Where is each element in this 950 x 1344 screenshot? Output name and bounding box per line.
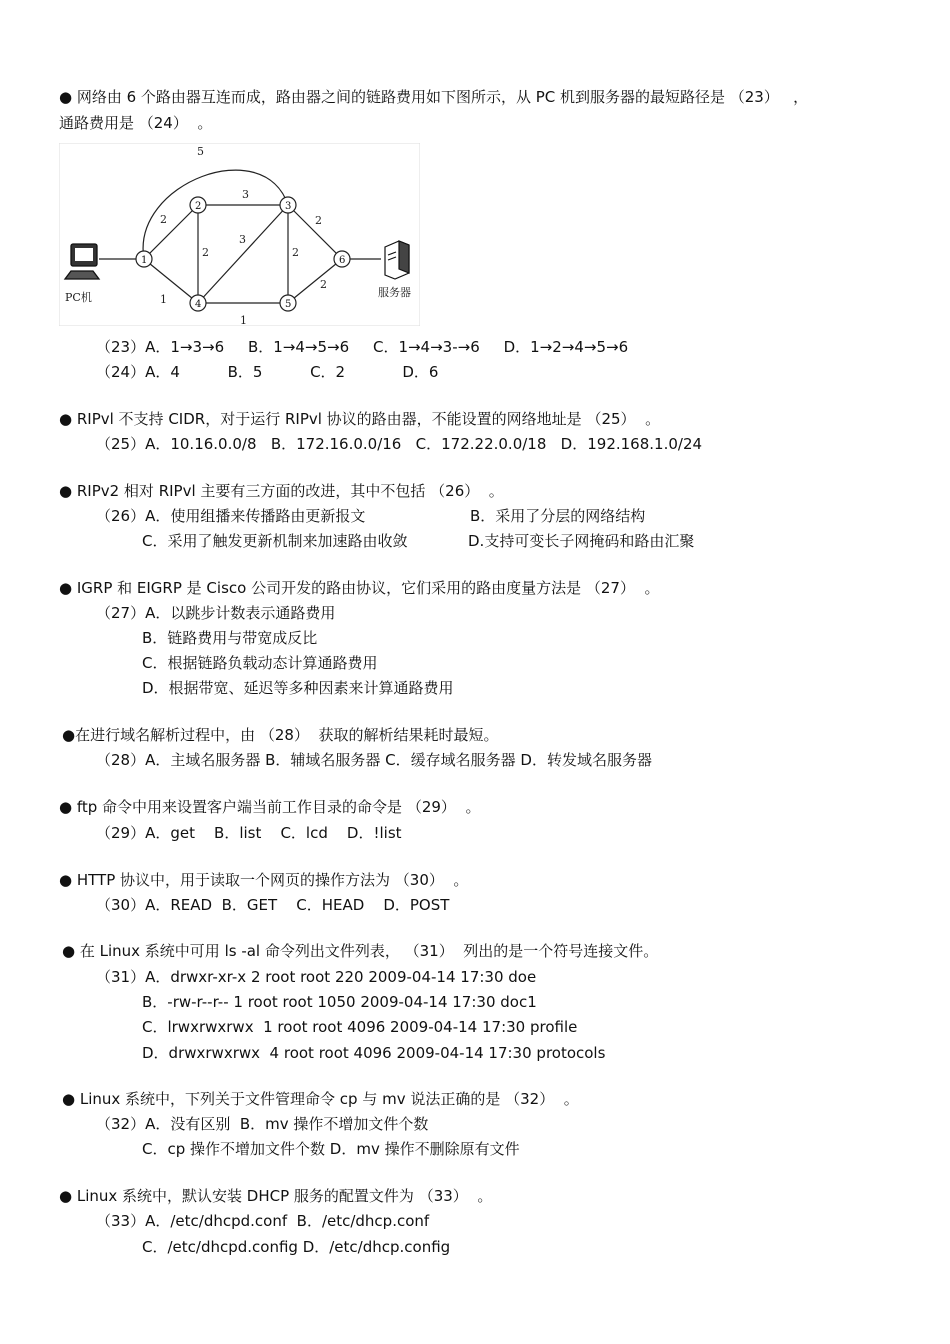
question-24-options: （24）A．4 B．5 C．2 D．6 <box>96 363 439 381</box>
question-26-stem: ● RIPv2 相对 RIPvl 主要有三方面的改进，其中不包括 （26） 。 <box>59 482 504 500</box>
router-label-4: 4 <box>195 299 202 310</box>
server-icon <box>385 241 409 279</box>
question-27-option-a: （27）A．以跳步计数表示通路费用 <box>96 604 336 622</box>
question-23-stem: ● 网络由 6 个路由器互连而成，路由器之间的链路费用如下图所示，从 PC 机到服务器的最短路径是 （23） ， <box>59 88 809 106</box>
question-25-stem: ● RIPvl 不支持 CIDR，对于运行 RIPvl 协议的路由器，不能设置的网络地址是 （25） 。 <box>59 410 661 428</box>
question-32-stem: ● Linux 系统中，下列关于文件管理命令 cp 与 mv 说法正确的是 （32） 。 <box>62 1090 579 1108</box>
question-26-option-a: （26）A．使用组播来传播路由更新报文 <box>96 507 366 525</box>
question-30-options: （30）A．READ B．GET C．HEAD D．POST <box>96 896 450 914</box>
question-33-stem: ● Linux 系统中，默认安装 DHCP 服务的配置文件为 （33） 。 <box>59 1187 493 1205</box>
question-32-options-cd: C．cp 操作不增加文件个数 D．mv 操作不删除原有文件 <box>142 1140 520 1158</box>
network-diagram <box>59 143 420 326</box>
cost-label-1-2: 2 <box>160 213 167 226</box>
question-33-options-ab: （33）A．/etc/dhcpd.conf B．/etc/dhcp.conf <box>96 1212 430 1230</box>
question-32-options-ab: （32）A．没有区别 B．mv 操作不增加文件个数 <box>96 1115 429 1133</box>
question-27-stem: ● IGRP 和 EIGRP 是 Cisco 公司开发的路由协议，它们采用的路由度量方法是 （27） 。 <box>59 579 660 597</box>
router-label-6: 6 <box>339 255 346 266</box>
question-28-options: （28）A．主域名服务器 B．辅域名服务器 C．缓存域名服务器 D．转发域名服务器 <box>96 751 652 769</box>
question-26-option-d: D.支持可变长子网掩码和路由汇聚 <box>468 532 695 550</box>
cost-label-4-3: 3 <box>239 233 246 246</box>
question-30-stem: ● HTTP 协议中，用于读取一个网页的操作方法为 （30） 。 <box>59 871 469 889</box>
question-28-stem: ●在进行域名解析过程中，由 （28） 获取的解析结果耗时最短。 <box>62 726 499 744</box>
question-33-options-cd: C．/etc/dhcpd.config D．/etc/dhcp.config <box>142 1238 451 1256</box>
question-31-stem: ● 在 Linux 系统中可用 ls -al 命令列出文件列表， （31） 列出的是一个符号连接文件。 <box>62 942 659 960</box>
cost-label-5-6: 2 <box>320 278 327 291</box>
cost-label-2-3: 3 <box>242 188 249 201</box>
pc-label: PC机 <box>65 291 92 304</box>
question-29-options: （29）A．get B．list C．lcd D．!list <box>96 824 402 842</box>
router-label-2: 2 <box>195 201 202 212</box>
question-26-option-c: C．采用了触发更新机制来加速路由收敛 <box>142 532 408 550</box>
question-31-option-d: D．drwxrwxrwx 4 root root 4096 2009-04-14 17:30 protocols <box>142 1044 606 1062</box>
question-31-option-b: B．-rw-r--r-- 1 root root 1050 2009-04-14 17:30 doc1 <box>142 993 537 1011</box>
question-26-option-b: B．采用了分层的网络结构 <box>470 507 646 525</box>
question-27-option-b: B．链路费用与带宽成反比 <box>142 629 318 647</box>
question-27-option-c: C．根据链路负载动态计算通路费用 <box>142 654 378 672</box>
question-23-options: （23）A．1→3→6 B．1→4→5→6 C．1→4→3-→6 D．1→2→4→5→6 <box>96 338 629 356</box>
question-29-stem: ● ftp 命令中用来设置客户端当前工作目录的命令是 （29） 。 <box>59 798 481 816</box>
server-label: 服务器 <box>378 286 411 299</box>
cost-label-1-3: 5 <box>197 145 204 158</box>
question-27-option-d: D．根据带宽、延迟等多种因素来计算通路费用 <box>142 679 454 697</box>
router-label-1: 1 <box>141 255 148 266</box>
question-24-stem: 通路费用是 （24） 。 <box>59 114 213 132</box>
router-label-3: 3 <box>285 201 292 212</box>
cost-label-4-5: 1 <box>240 314 247 326</box>
cost-label-2-4: 2 <box>202 246 209 259</box>
question-31-option-c: C．lrwxrwxrwx 1 root root 4096 2009-04-14 17:30 profile <box>142 1018 578 1036</box>
question-25-options: （25）A．10.16.0.0/8 B．172.16.0.0/16 C．172.22.0.0/18 D．192.168.1.0/24 <box>96 435 703 453</box>
question-31-option-a: （31）A．drwxr-xr-x 2 root root 220 2009-04-14 17:30 doe <box>96 968 537 986</box>
cost-label-3-6: 2 <box>315 214 322 227</box>
cost-label-3-5: 2 <box>292 246 299 259</box>
cost-label-1-4: 1 <box>160 293 167 306</box>
router-label-5: 5 <box>285 299 292 310</box>
